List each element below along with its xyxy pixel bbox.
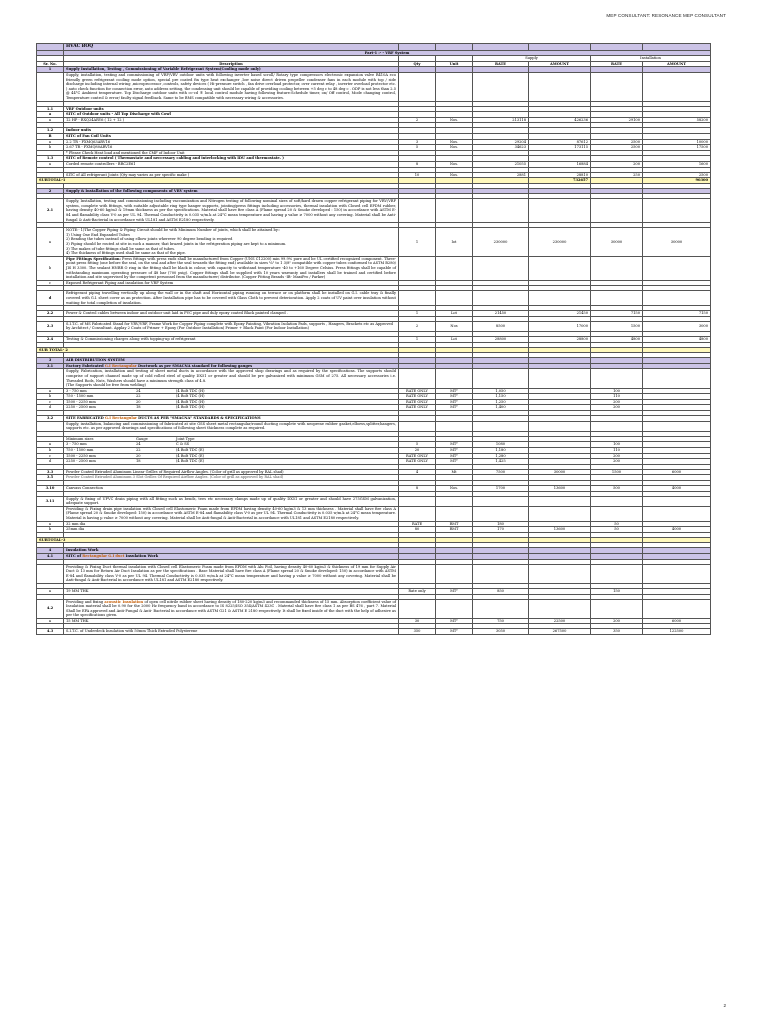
item-number: a <box>37 618 64 624</box>
note-item: 3) The makes of tube fittings shall be same as that of tubes. <box>66 246 176 251</box>
spec-text: Press fittings with press ends shall be manufactured from Copper (UNS C12200) min 99.9% pure and be UL certified recognized component. Three-point press fitting (one before the seal, on the seal and after the seal towards the fitting end) available in sizes ¼" to 1 3/8" compatible with copper tubes conformed to ASTM B280/ JIS H 3300. The sealant HNBR O ring in the fitting shall be black in colour, with capacity to withstand temperature -40 to +160 Degree Celsius. Press fittings shall be capable of withstanding maximum operating pressure of 48 bar (700 psig). Copper fittings shall be supplied with 10 years warranty and installers shall be trained and certified before installation and site supervised by the competent personnel from the manufacturer/ distributor. (Copper Fitting Brands -IB- MaxiPro / Parker) <box>66 256 396 280</box>
section-number: 3 <box>37 358 64 364</box>
item-description: Refrigerant piping travelling vertically up along the wall or in the shaft and Horizontal piping running on terrace or on platform shall be installed on G.I. cable tray & finally covered with G.I. sheet cover as an protection. After Installation pipe has to be covered with Glass Cloth to prevent deterioration. Apply 2 coats of UV paint over insulation without waiting for total completion of insulation. <box>64 291 399 306</box>
item-unit: Nos. <box>436 145 473 151</box>
item-unit: Nos <box>436 321 473 331</box>
item-number: 3.1 <box>37 363 64 369</box>
item-qty: 3 <box>399 139 436 145</box>
item-rate: 29204 <box>473 139 529 145</box>
item-description: 15 MM THK <box>64 618 399 624</box>
item-install-rate: 2500 <box>591 139 643 145</box>
item-install-amount: 6000 <box>643 618 711 624</box>
item-qty: 20 <box>399 448 436 454</box>
boq-title: HVAC BOQ <box>64 44 399 51</box>
item-number: b <box>37 394 64 400</box>
table-row <box>37 199 711 223</box>
item-install-amount: 3000 <box>643 321 711 331</box>
item-description: Powder Coated Extruded Aluminum 3 Slot Grilles Of Required Airflow Angles. (Color of grill as approved by RAL shad) <box>64 475 399 481</box>
item-number: 1.3 <box>37 156 64 162</box>
note-item: 3) Piping should be routed at site in such a manner, that brazed joints in the refrigeration piping are kept to a minimum. <box>66 242 287 247</box>
item-description: VRF Outdoor units <box>64 106 399 112</box>
subtotal-label: SUBTOTAL-1 <box>37 178 399 184</box>
col-qty: Qty <box>399 61 436 67</box>
col-description: Description <box>64 61 399 67</box>
item-description: Supply, Fabrication, installation and testing of sheet metal ducts in accordance with the approved shop drawings and as required by the specifications. The supports should comprise of support channel made up of cold rolled steel of quality DX51 or greater and should be pre galvanized with minimum GSM of 275. All necessary accessories i.e. Threaded Rods, Nuts, Washers should have a minimum strength class of 4.8. (The Supports should be free from welding) <box>64 369 399 388</box>
table-row <box>37 564 711 583</box>
item-unit: Mt <box>436 469 473 475</box>
table-row <box>37 321 711 331</box>
subtotal-install-amount: 90300 <box>643 178 711 184</box>
item-unit: MT² <box>436 629 473 635</box>
item-rate: 1,050 <box>473 388 529 394</box>
item-description: SITC of Remote control ( Thermostate and neccessary cabling and interlocking with IDU and thermostate. ) <box>64 156 399 162</box>
joint-type: (4 Bolt TDC (H) <box>176 399 205 404</box>
item-unit: lot <box>436 228 473 257</box>
item-description: SITC of Outdoor units - All Top Discharge with Cowl <box>64 112 399 118</box>
item-number: 4.3 <box>37 629 64 635</box>
item-qty: Rate only <box>399 588 436 594</box>
item-install-amount: 30000 <box>643 228 711 257</box>
item-install-rate: 50 <box>591 527 643 533</box>
duct-gauge: 22 <box>136 394 141 399</box>
item-unit: Lot <box>436 311 473 317</box>
item-install-rate: 350 <box>591 629 643 635</box>
col-srno: Sr. No. <box>37 61 64 67</box>
item-install-rate: 7150 <box>591 311 643 317</box>
table-row <box>37 496 711 506</box>
item-rate: 7500 <box>473 469 529 475</box>
item-description: Exposed Refrigerant Piping and insulation for VRF System <box>64 280 399 286</box>
item-qty: 350 <box>399 629 436 635</box>
item-install-rate: 4800 <box>591 336 643 342</box>
col-amount: AMOUNT <box>529 61 591 67</box>
item-unit: MT² <box>436 618 473 624</box>
item-amount: 426236 <box>529 117 591 123</box>
item-number: 3.2 <box>37 416 64 422</box>
size-header: Minimum sizes Gauge Joint Type <box>64 436 399 442</box>
item-number: c <box>37 280 64 286</box>
item-install-amount: 17500 <box>643 145 711 151</box>
item-unit: MT² <box>436 405 473 411</box>
item-description: S.I.T.C. of MS Fabricated Stand for VRV/VRF, Frame Work for Copper Piping complete with Epoxy Painting, Vibration Isolation Pads, supports , Hangers, Brackets etc as Approved by Architect / Consultant. Applay 2 Coats of Primer + Epoxy (For Outdoor Installation) Primer + Black Paint (For Indoor Installation) <box>64 321 399 331</box>
item-description: SITC of All refrigerant Joints (Qty may varies as per specific make ) <box>64 172 399 178</box>
table-row <box>37 73 711 102</box>
item-description: Powder Coated Extruded Aluminum Linear Grilles of Required Airflow Angles. (Color of grill as approved by RAL shad) <box>64 469 399 475</box>
subtotal-supply-amount: 732657 <box>529 178 591 184</box>
item-amount: 13600 <box>529 486 591 492</box>
section-title: Supply Installation, Testing , Commissioning of Variable Refrigerant System(Cooling mode only) <box>64 67 399 73</box>
item-qty: 2 <box>399 117 436 123</box>
item-unit: Nos. <box>436 172 473 178</box>
item-install-rate: 29100 <box>591 117 643 123</box>
item-description: 19 MM THK <box>64 588 399 594</box>
section-number: 1 <box>37 67 64 73</box>
item-amount: 87612 <box>529 139 591 145</box>
item-description: SITC of Fan Coil Units <box>64 133 399 139</box>
duct-size: 2250 - 2500 mm <box>66 405 96 410</box>
item-install-rate: 200 <box>591 453 643 459</box>
item-install-rate: 250 <box>591 172 643 178</box>
item-number: 1.1 <box>37 106 64 112</box>
col-unit: Unit <box>436 61 473 67</box>
item-description: 25mm dia <box>64 527 399 533</box>
section-title: Supply & Installation of the following components of VRV system <box>64 188 399 194</box>
duct-gauge: 24 <box>136 388 141 393</box>
note-item: 4) The thickness of fittings used shall be same as that of the pipe. <box>66 251 186 256</box>
item-qty: RATE ONLY <box>399 453 436 459</box>
item-install-amount: 10000 <box>643 139 711 145</box>
item-heading: SITE FABRICATED G.I Rectangular DUCTS AS PER "SMACNA" STANDARDS & SPECIFICATIONS <box>64 416 399 422</box>
item-number: d <box>37 291 64 306</box>
item-install-rate: 1500 <box>591 321 643 331</box>
duct-size: 1500 - 2250 mm <box>66 399 96 404</box>
item-number: 4.1 <box>37 553 64 559</box>
item-number: 3.5 <box>37 475 64 481</box>
item-qty: 1 <box>399 336 436 342</box>
item-number: 4.2 <box>37 599 64 618</box>
item-install-rate: 200 <box>591 459 643 465</box>
part-title: Part-1 :- - VRF System <box>64 50 711 56</box>
item-qty: 10 <box>399 172 436 178</box>
item-description: Canvass Connection <box>64 486 399 492</box>
item-qty: RATE <box>399 521 436 527</box>
item-number: 2.2 <box>37 311 64 317</box>
item-description: S.I.T.C. of Underdeck Insulation with 50mm Thick Extruded Polysterene <box>64 629 399 635</box>
item-number: 3.11 <box>37 496 64 506</box>
item-amount: 30000 <box>529 469 591 475</box>
item-qty: 4 <box>399 469 436 475</box>
item-number: d <box>37 459 64 465</box>
item-install-amount: 7150 <box>643 311 711 317</box>
item-qty: RATE ONLY <box>399 394 436 400</box>
item-install-amount: 6000 <box>643 469 711 475</box>
joint-type: (4 Bolt TDC (H) <box>176 394 205 399</box>
item-number: a <box>37 442 64 448</box>
item-unit: MT² <box>436 388 473 394</box>
item-number: b <box>37 145 64 151</box>
note-item: 1) Using One End Expanded Tubes <box>66 232 130 237</box>
item-rate: 1080 <box>473 442 529 448</box>
item-rate: 170 <box>473 527 529 533</box>
item-heading: Factory Fabricated G.I Rectangular Ductwork as per SMACNA standard for following gauges <box>64 363 399 369</box>
item-rate: 1700 <box>473 486 529 492</box>
item-description <box>64 228 399 257</box>
item-rate: 1,400 <box>473 405 529 411</box>
item-unit: MT² <box>436 459 473 465</box>
item-description: Providing & Fixing Duct thermal insulation with Closed cell Elastomeric Foam made from EPDM with Alu Foil, having density 40-60 kg/m3 & thickness of 19 mm for Supply Air Duct & 13 mm for Return Air Duct Insulation as per the specifications . Base Material shall have fire class A (Flame spread 20 & Smoke developed: 150) in accordance with ASTM E-84 and flamability class V-0 as per UL 94. Thermal Conductivity is 0.035 w/m.k at 24°C mean temperature and having µ value ≥ 7000 without any covering. Material shall be Anti-fungal & Anti-Bacterial in accordance with UL181 and ASTM E2180 respectively. <box>64 564 399 583</box>
supply-header: Supply <box>473 56 591 62</box>
item-description <box>64 256 399 280</box>
item-number: 1.2 <box>37 128 64 134</box>
item-description: Supply, Installation, testing and commissioning including vaccumization and Nitrogen testing of following nominal sizes of soft/hard drawn copper refrigerant piping for VRV/VRF system, complete with fittings, with suitable adjustable ring type hanger supports, jointing/press fittings including accessories, thermal insulation with Closed cell EPDM rubber, having density 40-60 kg/m3 & 19mm thickness as per the specifications. Material shall have fire class A (Flame spread 20 & Smoke developed : 150) in accordance with ASTM E-84 and flamability class V-0 as per UL 94. Thermal Conductivity is 0.035 w/m.k at 24°C mean temperature and having µ value ≥ 7000 without any covering. Material shall be Anti-fungal & Anti-Bacterial in accordance with UL181 and ASTM E2180 respectively. <box>64 199 399 223</box>
item-unit: MT² <box>436 399 473 405</box>
item-rate: 28800 <box>473 336 529 342</box>
item-amount: 22500 <box>529 618 591 624</box>
item-install-rate: 150 <box>591 588 643 594</box>
item-rate: 1,425 <box>473 459 529 465</box>
duct-gauge: 18 <box>136 459 141 464</box>
item-install-rate: 200 <box>591 405 643 411</box>
item-rate: 34623 <box>473 145 529 151</box>
item-unit: MT² <box>436 453 473 459</box>
item-description: 32 mm dia <box>64 521 399 527</box>
item-number: c <box>37 399 64 405</box>
item-unit: MT² <box>436 448 473 454</box>
item-number: c <box>37 453 64 459</box>
item-install-rate: 200 <box>591 161 643 167</box>
item-install-amount: 2500 <box>643 172 711 178</box>
item-unit: MT² <box>436 442 473 448</box>
joint-type: (4 Bolt TDC (E) <box>176 459 204 464</box>
item-qty: 8 <box>399 161 436 167</box>
item-number: 3.3 <box>37 469 64 475</box>
item-rate: 21450 <box>473 311 529 317</box>
note-item: 2) Bending the tubes instead of using elbow joints wherever 90 degree bending is required <box>66 237 233 242</box>
item-rate: 1,280 <box>473 453 529 459</box>
duct-size: 1500 - 2250 mm <box>66 453 96 458</box>
item-number: a <box>37 588 64 594</box>
item-heading: SITC of Rectangular G.I duct Insulation Work <box>64 553 399 559</box>
item-rate: 21055 <box>473 161 529 167</box>
note-text: NOTE:- 1)The Copper Piping & Piping Circuit should be with Minimum Number of joints, which shall be attained by:: <box>66 228 281 233</box>
item-description: Testing & Commissioning charges along with topping-up of refrigerant <box>64 336 399 342</box>
duct-size: 750 - 1500 mm <box>66 394 94 399</box>
item-install-rate: 100 <box>591 388 643 394</box>
section-number: 4 <box>37 548 64 554</box>
item-unit: RMT <box>436 527 473 533</box>
item-amount: 17000 <box>529 321 591 331</box>
item-rate: 1,180 <box>473 448 529 454</box>
item-description: 2.2 TR - FXMQ63ARV16 <box>64 139 399 145</box>
duct-gauge: 20 <box>136 453 141 458</box>
item-qty: RATE ONLY <box>399 459 436 465</box>
item-unit: Nos. <box>436 117 473 123</box>
hvac-boq-table <box>36 43 711 635</box>
item-amount: 13600 <box>529 527 591 533</box>
item-install-rate: 500 <box>591 486 643 492</box>
item-qty: 30 <box>399 618 436 624</box>
item-number: a <box>37 117 64 123</box>
item-unit: Lot <box>436 336 473 342</box>
item-amount: 21450 <box>529 311 591 317</box>
item-amount: 28810 <box>529 172 591 178</box>
table-row <box>37 599 711 618</box>
item-rate: 1,150 <box>473 394 529 400</box>
duct-gauge: 24 <box>136 442 141 447</box>
table-row <box>37 421 711 431</box>
duct-size: 3 - 750 mm <box>66 388 87 393</box>
item-number: B <box>37 133 64 139</box>
item-install-amount: 1600 <box>643 161 711 167</box>
item-qty: 2 <box>399 321 436 331</box>
item-description: Indoor units <box>64 128 399 134</box>
title-row <box>37 44 711 51</box>
item-unit: Nos. <box>436 139 473 145</box>
item-amount: 267500 <box>529 629 591 635</box>
item-qty: 5 <box>399 145 436 151</box>
joint-type: C & SS <box>176 442 190 447</box>
item-install-rate: 50 <box>591 521 643 527</box>
item-amount: 230000 <box>529 228 591 257</box>
col-install-amount: AMOUNT <box>643 61 711 67</box>
item-rate: 850 <box>473 588 529 594</box>
joint-type: (4 Bolt TDC (H) <box>176 388 205 393</box>
item-number: 2.4 <box>37 336 64 342</box>
item-number: a <box>37 139 64 145</box>
item-install-amount: 4000 <box>643 527 711 533</box>
item-description: Corded remote controllers - BRC2E61 <box>64 161 399 167</box>
item-install-rate: 110 <box>591 394 643 400</box>
page-number: 2 <box>723 1003 726 1008</box>
item-amount: 16884 <box>529 161 591 167</box>
section-title: Insulation Work <box>64 548 399 554</box>
duct-gauge: 22 <box>136 448 141 453</box>
duct-size: 750 - 1500 mm <box>66 448 94 453</box>
item-qty: 1 <box>399 228 436 257</box>
item-description: 2.67 TR - FXMQ80ARV16 <box>64 145 399 151</box>
section-title: AIR DISTRIBUTION SYSTEM <box>64 358 399 364</box>
item-install-rate: 110 <box>591 448 643 454</box>
duct-gauge: 20 <box>136 399 141 404</box>
item-number: b <box>37 527 64 533</box>
item-rate: 1,250 <box>473 399 529 405</box>
item-note: * Please Check Heat load and mentioned the CMF of Indoor Unit <box>64 150 399 156</box>
joint-type: (4 Bolt TDC (E) <box>176 453 204 458</box>
item-qty: 5 <box>399 442 436 448</box>
item-description: Supply, installation, balancing and commissioning of fabricated at site GSS sheet metal rectangular/round ducting complete with neoprene rubber gasket,elbows,splitter,hangers, supports etc. as per approved drawings and specifications of following sheet thickness complete as required. <box>64 421 399 431</box>
table-row <box>37 228 711 257</box>
item-number: b <box>37 256 64 280</box>
item-qty: 1 <box>399 311 436 317</box>
subtotal-label: SUB TOTAL- 2 <box>37 347 399 353</box>
item-amount: 173115 <box>529 145 591 151</box>
spec-heading: Pipe Fittings Specification: <box>66 256 121 261</box>
item-install-amount: 58200 <box>643 117 711 123</box>
item-rate: 230000 <box>473 228 529 257</box>
item-number: a <box>37 161 64 167</box>
item-description: Providing and fixing acoustic Insulation of open cell nitrile rubber sheet having density of 180-220 kg/m3 and recommanded thickness of 15 mm. Absorption coefficient value of Insulation material shall be 0.90 for the 2000 Hz frequency band in accordance to IS 8225/ISO 354/ASTM 423C . Material shall have fire class 1 as per BS 476 , part 7. Material Shall be EPA approved and Anti-Fungal & Anti- Bacterial in accordance with ASTM G21 & ASTM E 2180 respectively. It shall be fixed inside of the duct with the help of adhesive as per the specifications given. <box>64 599 399 618</box>
duct-gauge: 18 <box>136 405 141 410</box>
table-row <box>37 256 711 280</box>
table-row <box>37 506 711 521</box>
item-install-rate: 200 <box>591 618 643 624</box>
item-number: a <box>37 112 64 118</box>
installation-header: Installation <box>591 56 711 62</box>
item-description: Supply & fixing of UPVC drain piping with all fitting such as bends, tees etc necessary clamps made up of quality DX51 or greater and should have 275GSM galvanization, adequate support. <box>64 496 399 506</box>
item-amount: 28800 <box>529 336 591 342</box>
item-install-rate: 2500 <box>591 145 643 151</box>
item-description: Providing & Fixing drain pipe insulation with Closed cell Elastomeric Foam made from EPDM having density 40-60 kg/m3 & 13 mm thickness . Material shall have fire class A (Flame spread 20 & Smoke developed: 150) in accordance with ASTM E-84 and flamability class V-0 as per UL 94. Thermal Conductivity is 0.035 w/m.k at 24°C mean temperature. Material is having µ value ≥ 7000 without any covering. Material shall be Anti-fungal & Anti-Bacterial in accordance with UL181 and ASTM E2180 respectively. <box>64 506 399 521</box>
item-qty: RATE ONLY <box>399 399 436 405</box>
item-install-amount: 122500 <box>643 629 711 635</box>
item-install-rate: 100 <box>591 442 643 448</box>
section-number: 2 <box>37 188 64 194</box>
item-rate: 750 <box>473 618 529 624</box>
item-install-rate: 1500 <box>591 469 643 475</box>
item-number: a <box>37 228 64 257</box>
col-install-rate: RATE <box>591 61 643 67</box>
item-number: a <box>37 521 64 527</box>
item-rate: 213118 <box>473 117 529 123</box>
item-number: 3.10 <box>37 486 64 492</box>
item-description: 12 HP - RXQ24ARY6 ( 12 + 12 ) <box>64 117 399 123</box>
item-number: a <box>37 388 64 394</box>
item-install-rate: 30000 <box>591 228 643 257</box>
item-unit: Nos. <box>436 486 473 492</box>
item-qty: RATE ONLY <box>399 388 436 394</box>
item-rate: 2881 <box>473 172 529 178</box>
item-number: d <box>37 405 64 411</box>
item-qty: RATE ONLY <box>399 405 436 411</box>
joint-type: (4 Bolt TDC (H) <box>176 405 205 410</box>
item-install-amount: 4800 <box>643 336 711 342</box>
item-rate: 3050 <box>473 629 529 635</box>
item-description: Supply, installation, testing and commissioning of VRF/VRV outdoor units with following inverter based scroll/ Rotary type compressors electronic expansion valve R410A eco friendly green refrigerant cooling mode option, special pre coated fin type heat exchanger ,low noise direct driven propeller condenser fans in each module with top / side discharge including internal wiring ,microprocessor ,controls, safety devices ( Hi-pressure switch , fan drive overload protector, over current relay , inverter overload protector etc. ) auto check function for connection error, auto address setting, the condensing unit should be capable of providing cooling between +5 deg c to 48 deg c . ODP is not less than 2.5 @ 44°C Ambient temperature. Top Discharge outdoor units with cc-cd ® local control module having following feature:Schedule timer, on/ Off control, Mode changing control, Temperature control & error/ faulty signal feedback. Same to be BMS compatible with necessary wiring & accessories. <box>64 73 399 102</box>
joint-type: (4 Bolt TDC (E) <box>176 448 204 453</box>
item-number: b <box>37 448 64 454</box>
item-qty: 8 <box>399 486 436 492</box>
item-description: Power & Control cables between indoor and outdoor unit laid in PVC pipe and duly epoxy coated Black painted clamped . <box>64 311 399 317</box>
duct-size: 3 - 750 mm <box>66 442 87 447</box>
subtotal-label: SUBTOTAL-3 <box>37 537 399 543</box>
item-install-amount: 4000 <box>643 486 711 492</box>
table-row <box>37 629 711 635</box>
col-rate: RATE <box>473 61 529 67</box>
duct-size: 2250 - 2500 mm <box>66 459 96 464</box>
item-qty: 80 <box>399 527 436 533</box>
item-unit: RMT <box>436 521 473 527</box>
item-unit: MT² <box>436 394 473 400</box>
item-number: 2.3 <box>37 321 64 331</box>
document-header: MEP CONSULTANT: RESONANCE MEP CONSULTANT <box>606 13 726 18</box>
item-unit: MT² <box>436 588 473 594</box>
item-rate: 180 <box>473 521 529 527</box>
item-install-rate: 200 <box>591 399 643 405</box>
table-row <box>37 291 711 306</box>
item-number: 2.1 <box>37 199 64 223</box>
table-row <box>37 369 711 388</box>
item-rate: 8500 <box>473 321 529 331</box>
item-unit: Nos. <box>436 161 473 167</box>
